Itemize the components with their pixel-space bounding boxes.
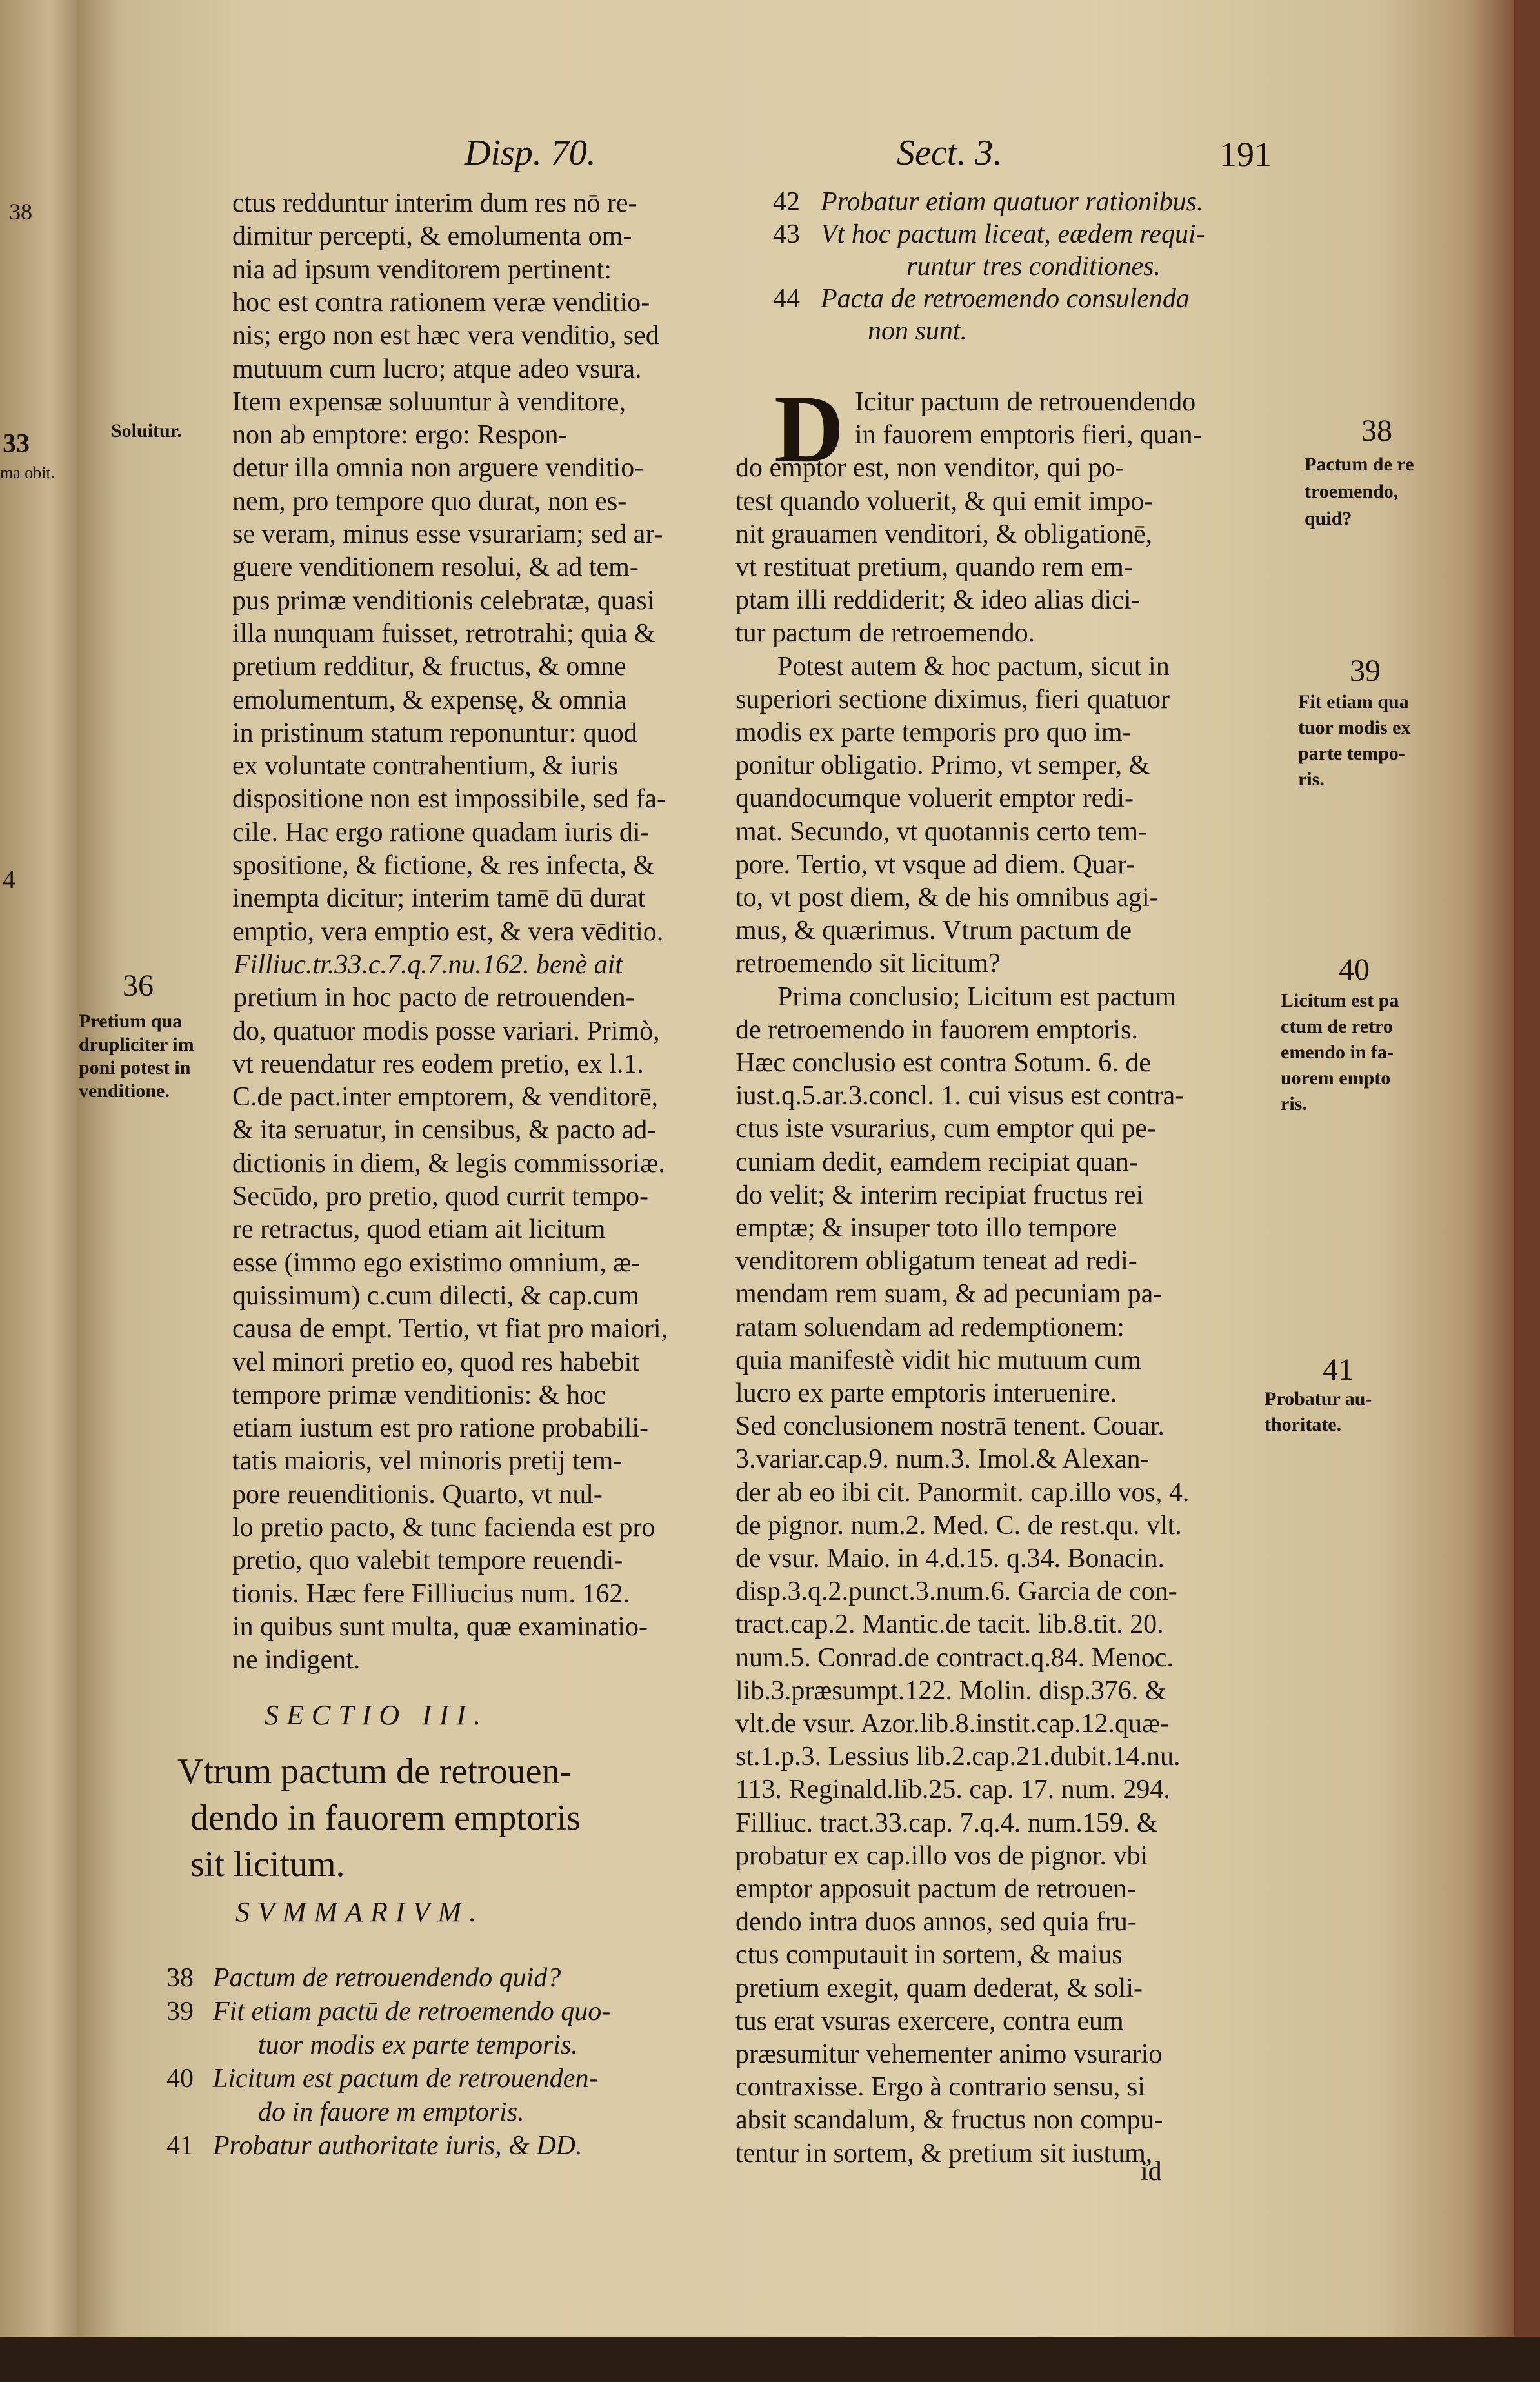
margin-number: 39 — [1350, 654, 1381, 688]
body-text-line: contraxisse. Ergo à contrario sensu, si — [735, 2072, 1145, 2103]
body-text-line: cuniam dedit, eamdem recipiat quan- — [735, 1147, 1138, 1177]
summary-number: 39 — [166, 1997, 194, 2026]
prev-leaf-fragment: 33 — [3, 429, 30, 459]
margin-note: tuor modis ex — [1298, 717, 1411, 738]
body-text-line: retroemendo sit licitum? — [735, 949, 1001, 979]
body-text-line: vt reuendatur res eodem pretio, ex l.1. — [232, 1049, 644, 1079]
body-text-line: emolumentum, & expensę, & omnia — [232, 685, 627, 715]
body-text-line: vlt.de vsur. Azor.lib.8.instit.cap.12.quæ- — [735, 1709, 1169, 1739]
summary-label: SVMMARIVM. — [235, 1896, 485, 1928]
margin-note: venditione. — [79, 1080, 170, 1102]
body-text-line: 113. Reginald.lib.25. cap. 17. num. 294. — [735, 1775, 1170, 1805]
summary-item: runtur tres conditiones. — [906, 252, 1161, 281]
margin-note: Pactum de re — [1305, 454, 1414, 475]
margin-note: Licitum est pa — [1281, 990, 1399, 1011]
summary-number: 42 — [773, 187, 800, 217]
body-text-line: Potest autem & hoc pactum, sicut in — [777, 651, 1170, 681]
margin-note: thoritate. — [1265, 1414, 1342, 1435]
body-text-line: lo pretio pacto, & tunc facienda est pro — [232, 1513, 655, 1542]
body-text-line: ptam illi reddiderit; & ideo alias dici- — [735, 585, 1141, 616]
summary-number: 44 — [773, 284, 800, 314]
margin-note-soluitur: Soluitur. — [111, 420, 182, 441]
summary-item: Vt hoc pactum liceat, eædem requi- — [821, 219, 1205, 249]
margin-number: 40 — [1339, 953, 1370, 987]
body-text-line: lib.3.præsumpt.122. Molin. disp.376. & — [735, 1675, 1166, 1706]
body-text-line: Filliuc. tract.33.cap. 7.q.4. num.159. & — [735, 1808, 1158, 1838]
body-text-line: de retroemendo in fauorem emptoris. — [735, 1014, 1138, 1045]
body-text-line: ex voluntate contrahentium, & iuris — [232, 751, 619, 782]
summary-number: 40 — [166, 2064, 194, 2094]
body-text-line: guere venditionem resolui, & ad tem- — [232, 552, 639, 583]
body-text-line: quia manifestè vidit hic mutuum cum — [735, 1345, 1141, 1375]
margin-number: 36 — [123, 969, 154, 1003]
body-text-line: mat. Secundo, vt quotannis certo tem- — [735, 816, 1148, 847]
body-text-line: etiam iustum est pro ratione probabili- — [232, 1413, 649, 1444]
margin-note: ris. — [1298, 769, 1325, 790]
summary-item: Fit etiam pactū de retroemendo quo- — [213, 1997, 611, 2026]
body-text-line: tract.cap.2. Mantic.de tacit. lib.8.tit. 20. — [735, 1610, 1164, 1640]
body-text-line: vel minori pretio eo, quod res habebit — [232, 1347, 640, 1377]
body-text-line: Icitur pactum de retrouendendo — [855, 387, 1196, 417]
page-edge-bottom — [0, 2337, 1540, 2382]
prev-leaf-fragment: 38 — [9, 199, 32, 225]
prev-leaf-fragment: ma obit. — [0, 463, 55, 482]
body-text-line: ctus computauit in sortem, & maius — [735, 1940, 1123, 1970]
body-text-line: modis ex parte temporis pro quo im- — [735, 718, 1132, 747]
body-text-line: ratam soluendam ad redemptionem: — [735, 1312, 1125, 1342]
body-text-line: illa nunquam fuisset, retrotrahi; quia & — [232, 618, 655, 649]
body-text-line: do emptor est, non venditor, qui po- — [735, 453, 1125, 483]
body-text-line: to, vt post diem, & de his omnibus agi- — [735, 883, 1159, 913]
body-text-line: esse (immo ego existimo omnium, æ- — [232, 1247, 641, 1278]
body-text-line: tus erat vsuras exercere, contra eum — [735, 2006, 1124, 2036]
body-text-line: C.de pact.inter emptorem, & venditorē, — [232, 1082, 659, 1113]
body-text-line: st.1.p.3. Lessius lib.2.cap.21.dubit.14.nu. — [735, 1742, 1181, 1772]
body-text-line: in pristinum statum reponuntur: quod — [232, 718, 637, 748]
summary-number: 38 — [166, 1963, 194, 1993]
summary-item: do in fauore m emptoris. — [258, 2097, 525, 2127]
body-text-line: pore. Tertio, vt vsque ad diem. Quar- — [735, 849, 1135, 880]
body-text-line: Item expensæ soluuntur à venditore, — [232, 387, 626, 417]
body-text-line: absit scandalum, & fructus non compu- — [735, 2105, 1163, 2135]
previous-page-edge — [0, 0, 84, 2382]
body-text-line: nit grauamen venditori, & obligationē, — [735, 519, 1153, 549]
summary-number: 41 — [166, 2131, 194, 2161]
margin-note: Pretium qua — [79, 1011, 183, 1032]
body-text-line: causa de empt. Tertio, vt fiat pro maiori, — [232, 1314, 668, 1344]
body-text-line: pretium in hoc pacto de retrouenden- — [234, 983, 635, 1013]
body-text-line: se veram, minus esse vsurariam; sed ar- — [232, 520, 663, 549]
body-text-line: non ab emptore: ergo: Respon- — [232, 420, 568, 450]
body-text-line: nis; ergo non est hæc vera venditio, sed — [232, 321, 659, 351]
body-text-line: cile. Hac ergo ratione quadam iuris di- — [232, 817, 650, 847]
body-text-line: tentur in sortem, & pretium sit iustum, — [735, 2138, 1153, 2168]
body-text-line: der ab eo ibi cit. Panormit. cap.illo vos, 4. — [735, 1477, 1190, 1508]
body-text-line: tur pactum de retroemendo. — [735, 618, 1035, 649]
body-text-line: emptæ; & insuper toto illo tempore — [735, 1213, 1117, 1243]
body-text-line: pus primæ venditionis celebratæ, quasi — [232, 585, 655, 616]
page-edge-right — [1514, 0, 1540, 2382]
section-label: SECTIO III. — [265, 1699, 489, 1731]
margin-note: troemendo, — [1305, 481, 1399, 502]
body-text-line: Filliuc.tr.33.c.7.q.7.nu.162. benè ait — [234, 949, 623, 980]
body-text-line: dictionis in diem, & legis commissoriæ. — [232, 1148, 665, 1178]
body-text-line: Secūdo, pro pretio, quod currit tempo- — [232, 1182, 649, 1211]
body-text-line: nia ad ipsum venditorem pertinent: — [232, 254, 612, 285]
margin-note: drupliciter im — [79, 1034, 194, 1055]
section-title-line: dendo in fauorem emptoris — [190, 1798, 581, 1838]
body-text-line: spositione, & fictione, & res infecta, & — [232, 851, 655, 880]
margin-note: Fit etiam qua — [1298, 691, 1409, 712]
body-text-line: & ita seruatur, in censibus, & pacto ad- — [232, 1115, 657, 1146]
body-text-line: venditorem obligatum teneat ad redi- — [735, 1246, 1137, 1277]
margin-number: 38 — [1361, 414, 1392, 448]
body-text-line: tionis. Hæc fere Filliucius num. 162. — [232, 1579, 630, 1609]
body-text-line: de pignor. num.2. Med. C. de rest.qu. vlt. — [735, 1510, 1182, 1540]
body-text-line: de vsur. Maio. in 4.d.15. q.34. Bonacin. — [735, 1544, 1165, 1573]
body-text-line: do, quatuor modis posse variari. Primò, — [232, 1016, 660, 1046]
body-text-line: vt restituat pretium, quando rem em- — [735, 552, 1133, 582]
body-text-line: hoc est contra rationem veræ venditio- — [232, 287, 650, 318]
margin-note: poni potest in — [79, 1057, 191, 1078]
body-text-line: mus, & quærimus. Vtrum pactum de — [735, 916, 1132, 946]
body-text-line: pretium exegit, quam dederat, & soli- — [735, 1973, 1143, 2003]
margin-note: uorem empto — [1281, 1067, 1391, 1089]
body-text-line: detur illa omnia non arguere venditio- — [232, 453, 644, 483]
margin-note: parte tempo- — [1298, 743, 1405, 764]
body-text-line: dendo intra duos annos, sed quia fru- — [735, 1907, 1137, 1937]
margin-note: ris. — [1281, 1093, 1307, 1115]
body-text-line: lucro ex parte emptoris interuenire. — [735, 1378, 1117, 1408]
margin-note: Probatur au- — [1265, 1388, 1372, 1409]
section-title-line: sit licitum. — [190, 1844, 345, 1884]
body-text-line: pretium redditur, & fructus, & omne — [232, 652, 626, 682]
running-head-left: Disp. 70. — [465, 133, 596, 173]
body-text-line: Hæc conclusio est contra Sotum. 6. de — [735, 1048, 1151, 1078]
body-text-line: ctus iste vsurarius, cum emptor qui pe- — [735, 1114, 1157, 1144]
running-head-center: Sect. 3. — [897, 133, 1003, 173]
summary-item: non sunt. — [868, 316, 968, 346]
body-text-line: pore reuenditionis. Quarto, vt nul- — [232, 1479, 603, 1509]
body-text-line: tatis maioris, vel minoris pretij tem- — [232, 1446, 623, 1477]
summary-number: 43 — [773, 219, 800, 249]
body-text-line: ctus redduntur interim dum res nō re- — [232, 188, 637, 218]
body-text-line: ponitur obligatio. Primo, vt semper, & — [735, 751, 1150, 781]
body-text-line: probatur ex cap.illo vos de pignor. vbi — [735, 1841, 1148, 1871]
body-text-line: dispositione non est impossibile, sed fa- — [232, 784, 666, 814]
body-text-line: iust.q.5.ar.3.concl. 1. cui visus est contra- — [735, 1081, 1185, 1111]
body-text-line: quandocumque voluerit emptor redi- — [735, 783, 1134, 814]
section-title-line: Vtrum pactum de retrouen- — [177, 1751, 572, 1792]
body-text-line: superiori sectione diximus, fieri quatuor — [735, 684, 1170, 714]
summary-item: Probatur etiam quatuor rationibus. — [821, 187, 1204, 217]
prev-leaf-fragment: 4 — [3, 865, 15, 894]
summary-item: Pacta de retroemendo consulenda — [821, 284, 1190, 314]
body-text-line: tempore primæ venditionis: & hoc — [232, 1380, 606, 1410]
body-text-line: mutuum cum lucro; atque adeo vsura. — [232, 354, 642, 384]
summary-item: tuor modis ex parte temporis. — [258, 2030, 578, 2060]
body-text-line: quissimum) c.cum dilecti, & cap.cum — [232, 1280, 640, 1311]
body-text-line: disp.3.q.2.punct.3.num.6. Garcia de con- — [735, 1577, 1177, 1607]
summary-item: Pactum de retrouendendo quid? — [213, 1963, 561, 1993]
body-text-line: inempta dicitur; interim tamē dū durat — [232, 883, 646, 914]
summary-item: Probatur authoritate iuris, & DD. — [213, 2131, 583, 2161]
drop-cap: D — [774, 376, 845, 483]
body-text-line: test quando voluerit, & qui emit impo- — [735, 486, 1154, 516]
body-text-line: do velit; & interim recipiat fructus rei — [735, 1180, 1144, 1210]
body-text-line: emptor apposuit pactum de retrouen- — [735, 1874, 1136, 1904]
margin-note: emendo in fa- — [1281, 1042, 1394, 1063]
body-text-line: Prima conclusio; Licitum est pactum — [777, 982, 1177, 1012]
body-text-line: emptio, vera emptio est, & vera vēditio. — [232, 916, 664, 947]
body-text-line: 3.variar.cap.9. num.3. Imol.& Alexan- — [735, 1444, 1150, 1475]
margin-number: 41 — [1323, 1353, 1354, 1387]
body-text-line: num.5. Conrad.de contract.q.84. Menoc. — [735, 1642, 1174, 1673]
margin-note: ctum de retro — [1281, 1016, 1393, 1037]
body-text-line: Sed conclusionem nostrā tenent. Couar. — [735, 1411, 1165, 1442]
summary-item: Licitum est pactum de retrouenden- — [213, 2064, 598, 2094]
body-text-line: ne indigent. — [232, 1645, 361, 1675]
catchword: id — [1141, 2157, 1162, 2186]
body-text-line: præsumitur vehementer animo vsurario — [735, 2039, 1163, 2069]
body-text-line: mendam rem suam, & ad pecuniam pa- — [735, 1279, 1163, 1309]
margin-note: quid? — [1305, 508, 1352, 529]
body-text-line: pretio, quo valebit tempore reuendi- — [232, 1546, 623, 1576]
body-text-line: in fauorem emptoris fieri, quan- — [855, 420, 1202, 450]
body-text-line: in quibus sunt multa, quæ examinatio- — [232, 1611, 648, 1642]
body-text-line: dimitur percepti, & emolumenta om- — [232, 221, 632, 252]
body-text-line: nem, pro tempore quo durat, non es- — [232, 486, 627, 516]
page-number: 191 — [1219, 135, 1272, 174]
body-text-line: re retractus, quod etiam ait licitum — [232, 1215, 606, 1245]
